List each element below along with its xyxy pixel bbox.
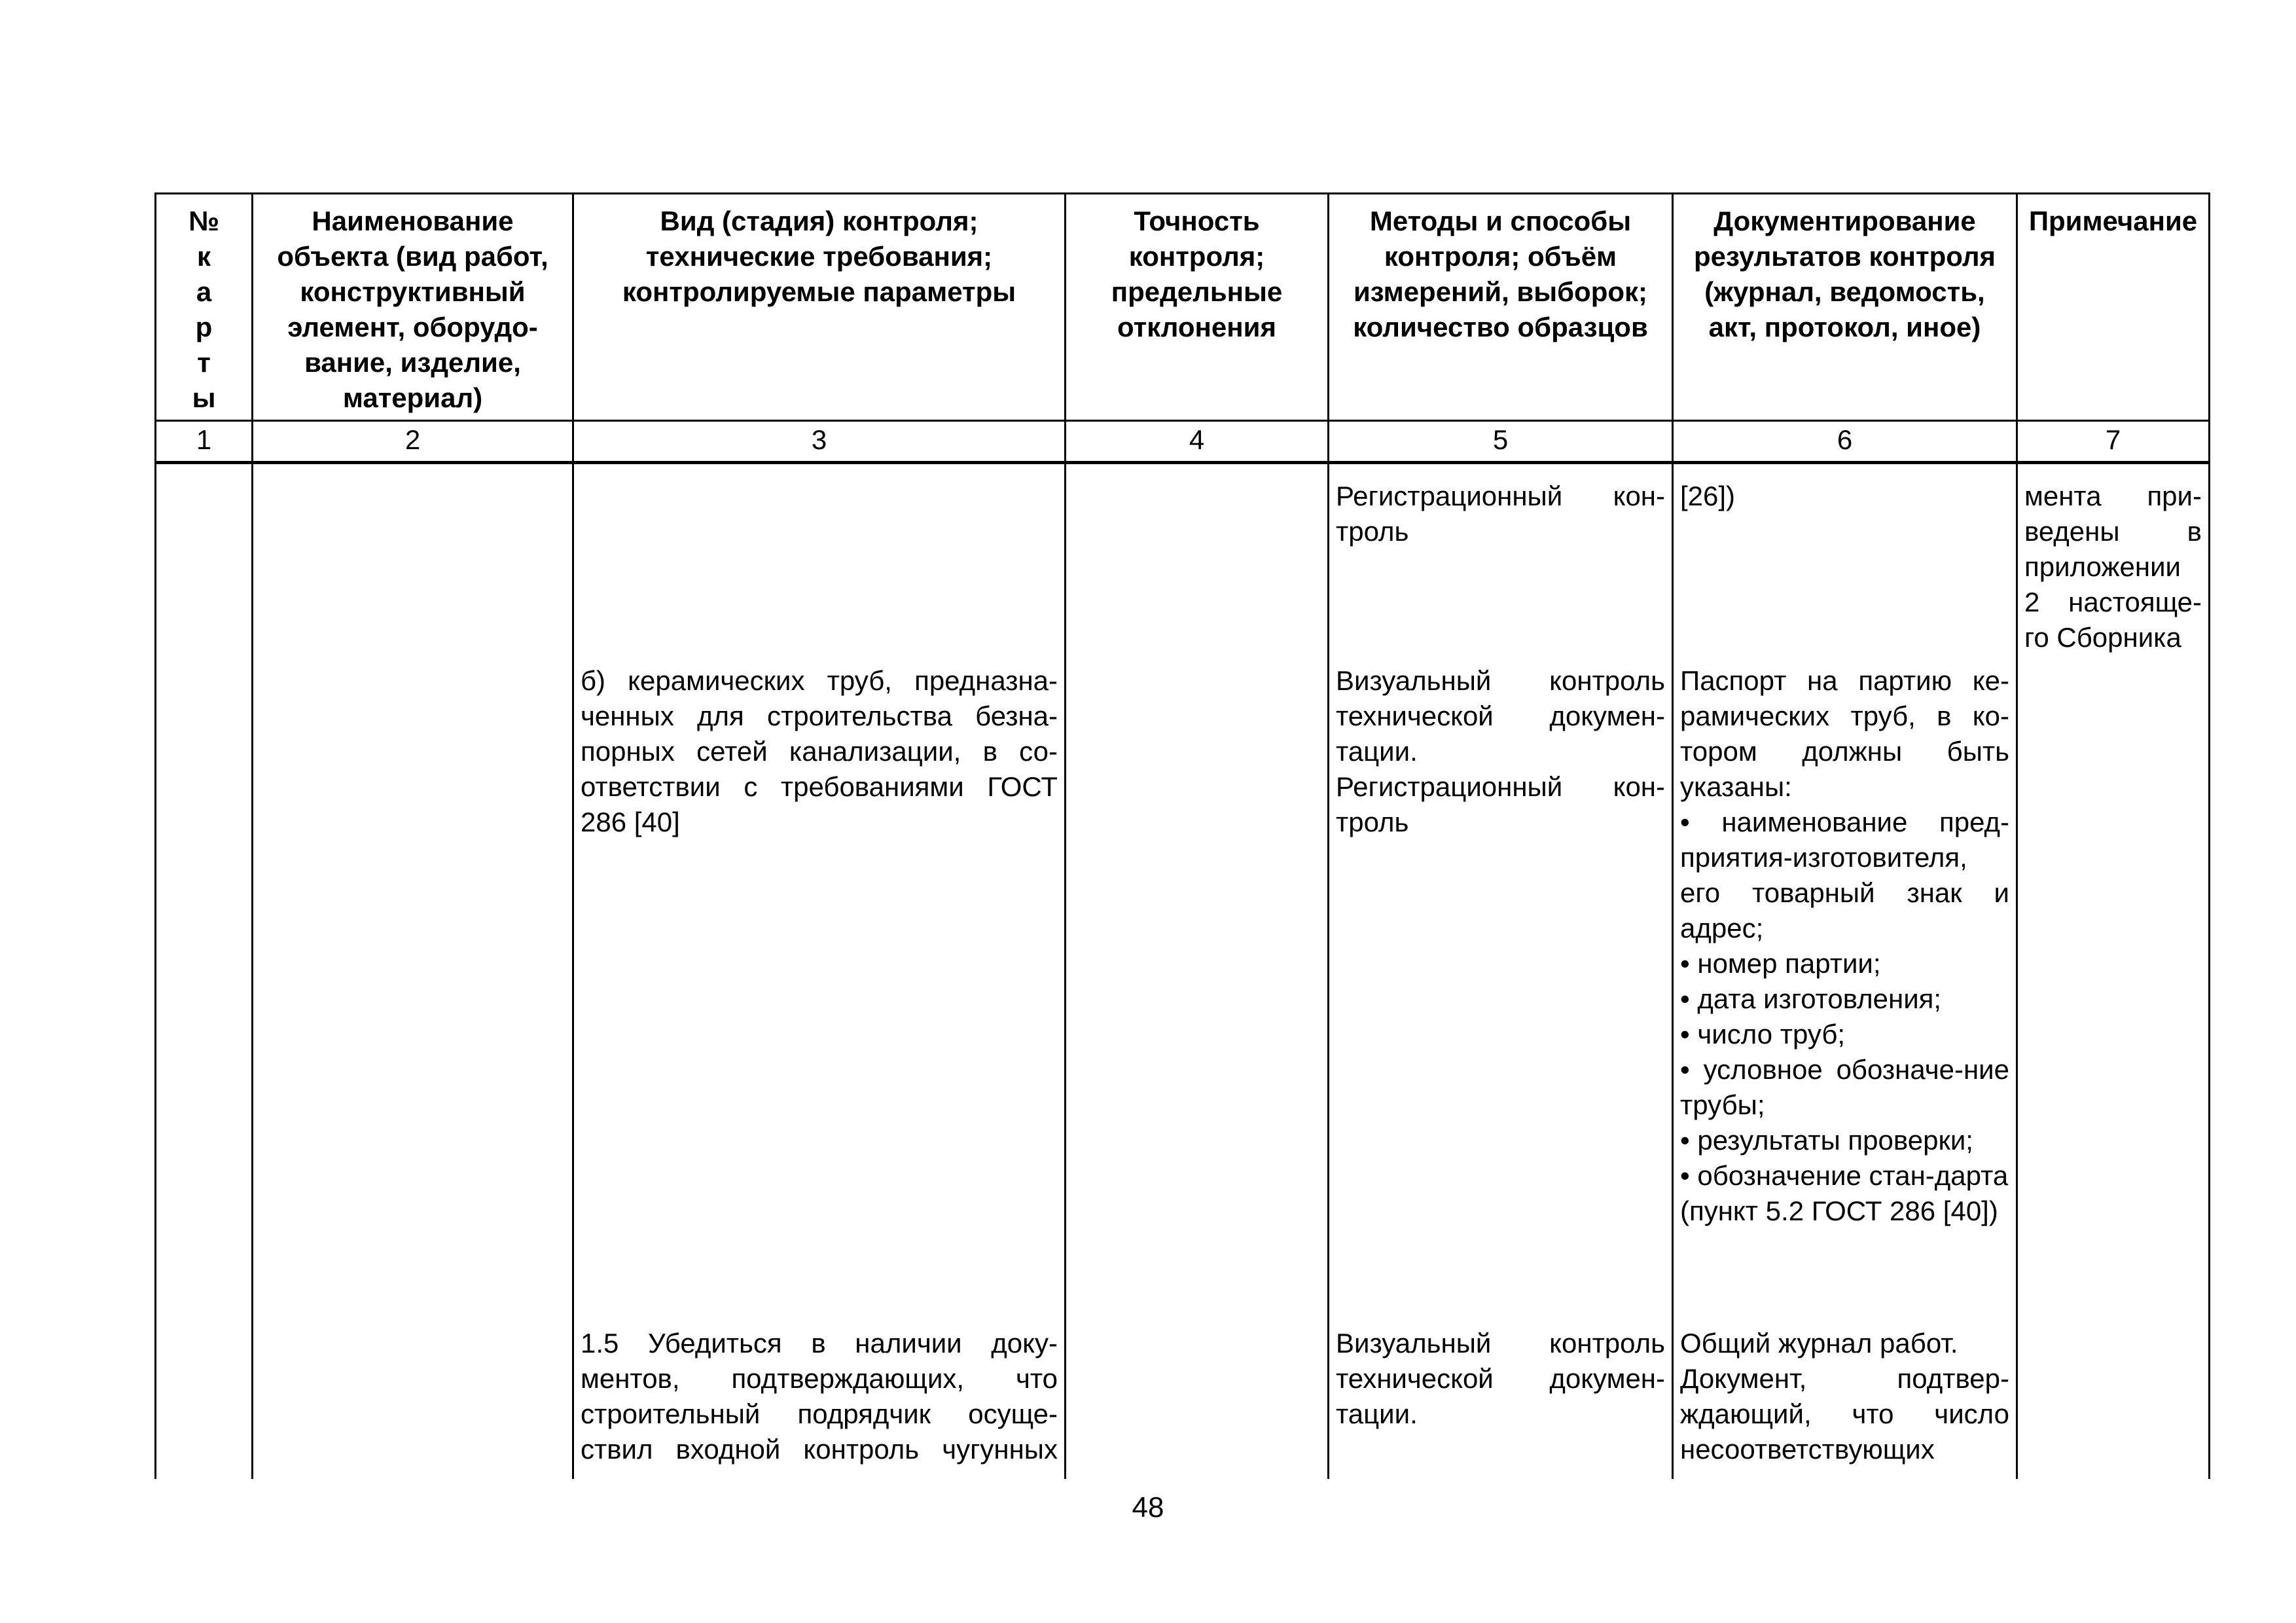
column-number: 6: [1673, 421, 2017, 463]
column-number: 1: [156, 421, 253, 463]
header-control-type: Вид (стадия) контроля; технические требования; контролируемые параметры: [573, 194, 1066, 421]
cell-note: [2017, 1322, 2210, 1479]
column-number: 4: [1066, 421, 1329, 463]
cell-card-number: [156, 1322, 253, 1479]
confirming-document: Документ, подтвер-ждающий, что число несоответствующих: [1680, 1363, 2009, 1465]
header-accuracy: Точность контроля; предельные отклонения: [1066, 194, 1329, 421]
list-item: • число труб;: [1680, 1019, 1846, 1049]
cell-control-type: 1.5 Убедиться в наличии доку-ментов, подтверждающих, что строительный подрядчик осуще-ствил входной контроль чугунных: [573, 1322, 1066, 1479]
cell-card-number: [156, 659, 253, 1322]
header-object-name: Наименование объекта (вид работ, конструктивный элемент, оборудо-вание, изделие, материал): [253, 194, 573, 421]
cell-accuracy: [1066, 463, 1329, 660]
list-item: • номер партии;: [1680, 948, 1881, 979]
methods-visual-control: Визуальный контроль технической докумен-тации.: [1336, 665, 1665, 767]
list-item: • наименование пред-приятия-изготовителя, его товарный знак и адрес;: [1680, 807, 2009, 943]
page-number: 48: [1132, 1491, 1164, 1523]
table-row: [156, 659, 2210, 1322]
passport-intro: Паспорт на партию ке-рамических труб, в ко-тором должны быть указаны:: [1680, 665, 2009, 802]
cell-control-type: б) керамических труб, предназна-ченных для строительства безна-порных сетей канализации, в со-ответствии с требованиями ГОСТ 286 [40]: [573, 659, 1066, 1322]
methods-registration-control: Регистрационный кон-троль: [1336, 771, 1665, 837]
cell-accuracy: [1066, 659, 1329, 1322]
cell-documentation: [1673, 1322, 2017, 1479]
header-card-number: № к а р т ы: [156, 194, 253, 421]
column-number: 2: [253, 421, 573, 463]
header-row: [156, 194, 2210, 421]
cell-methods: Визуальный контроль технической докумен-тации.: [1329, 1322, 1673, 1479]
cell-methods: Регистрационный кон-троль: [1329, 463, 1673, 660]
column-number-row: [156, 421, 2210, 463]
cell-accuracy: [1066, 1322, 1329, 1479]
header-documentation: Документирование результатов контроля (журнал, ведомость, акт, протокол, иное): [1673, 194, 2017, 421]
header-note: Примечание: [2017, 194, 2210, 421]
cell-control-type: [573, 463, 1066, 660]
header-methods: Методы и способы контроля; объём измерений, выборок; количество образцов: [1329, 194, 1673, 421]
cell-methods: [1329, 659, 1673, 1322]
list-item: • результаты проверки;: [1680, 1125, 1973, 1156]
cell-object-name: [253, 659, 573, 1322]
list-item: • дата изготовления;: [1680, 983, 1942, 1014]
standard-reference: (пункт 5.2 ГОСТ 286 [40]): [1680, 1195, 1998, 1226]
cell-object-name: [253, 463, 573, 660]
table-row: [156, 1322, 2210, 1479]
cell-note: [2017, 659, 2210, 1322]
general-work-journal: Общий журнал работ.: [1680, 1328, 1958, 1359]
column-number: 5: [1329, 421, 1673, 463]
cell-documentation: [1673, 659, 2017, 1322]
cell-object-name: [253, 1322, 573, 1479]
column-number: 7: [2017, 421, 2210, 463]
control-table: [154, 192, 2210, 1479]
cell-card-number: [156, 463, 253, 660]
list-item: • условное обозначе-ние трубы;: [1680, 1054, 2009, 1120]
list-item: • обозначение стан-дарта: [1680, 1160, 2009, 1191]
cell-note: мента при-ведены в приложении 2 настояще-го Сборника: [2017, 463, 2210, 660]
table-row: [156, 463, 2210, 660]
column-number: 3: [573, 421, 1066, 463]
cell-documentation: [26]): [1673, 463, 2017, 660]
